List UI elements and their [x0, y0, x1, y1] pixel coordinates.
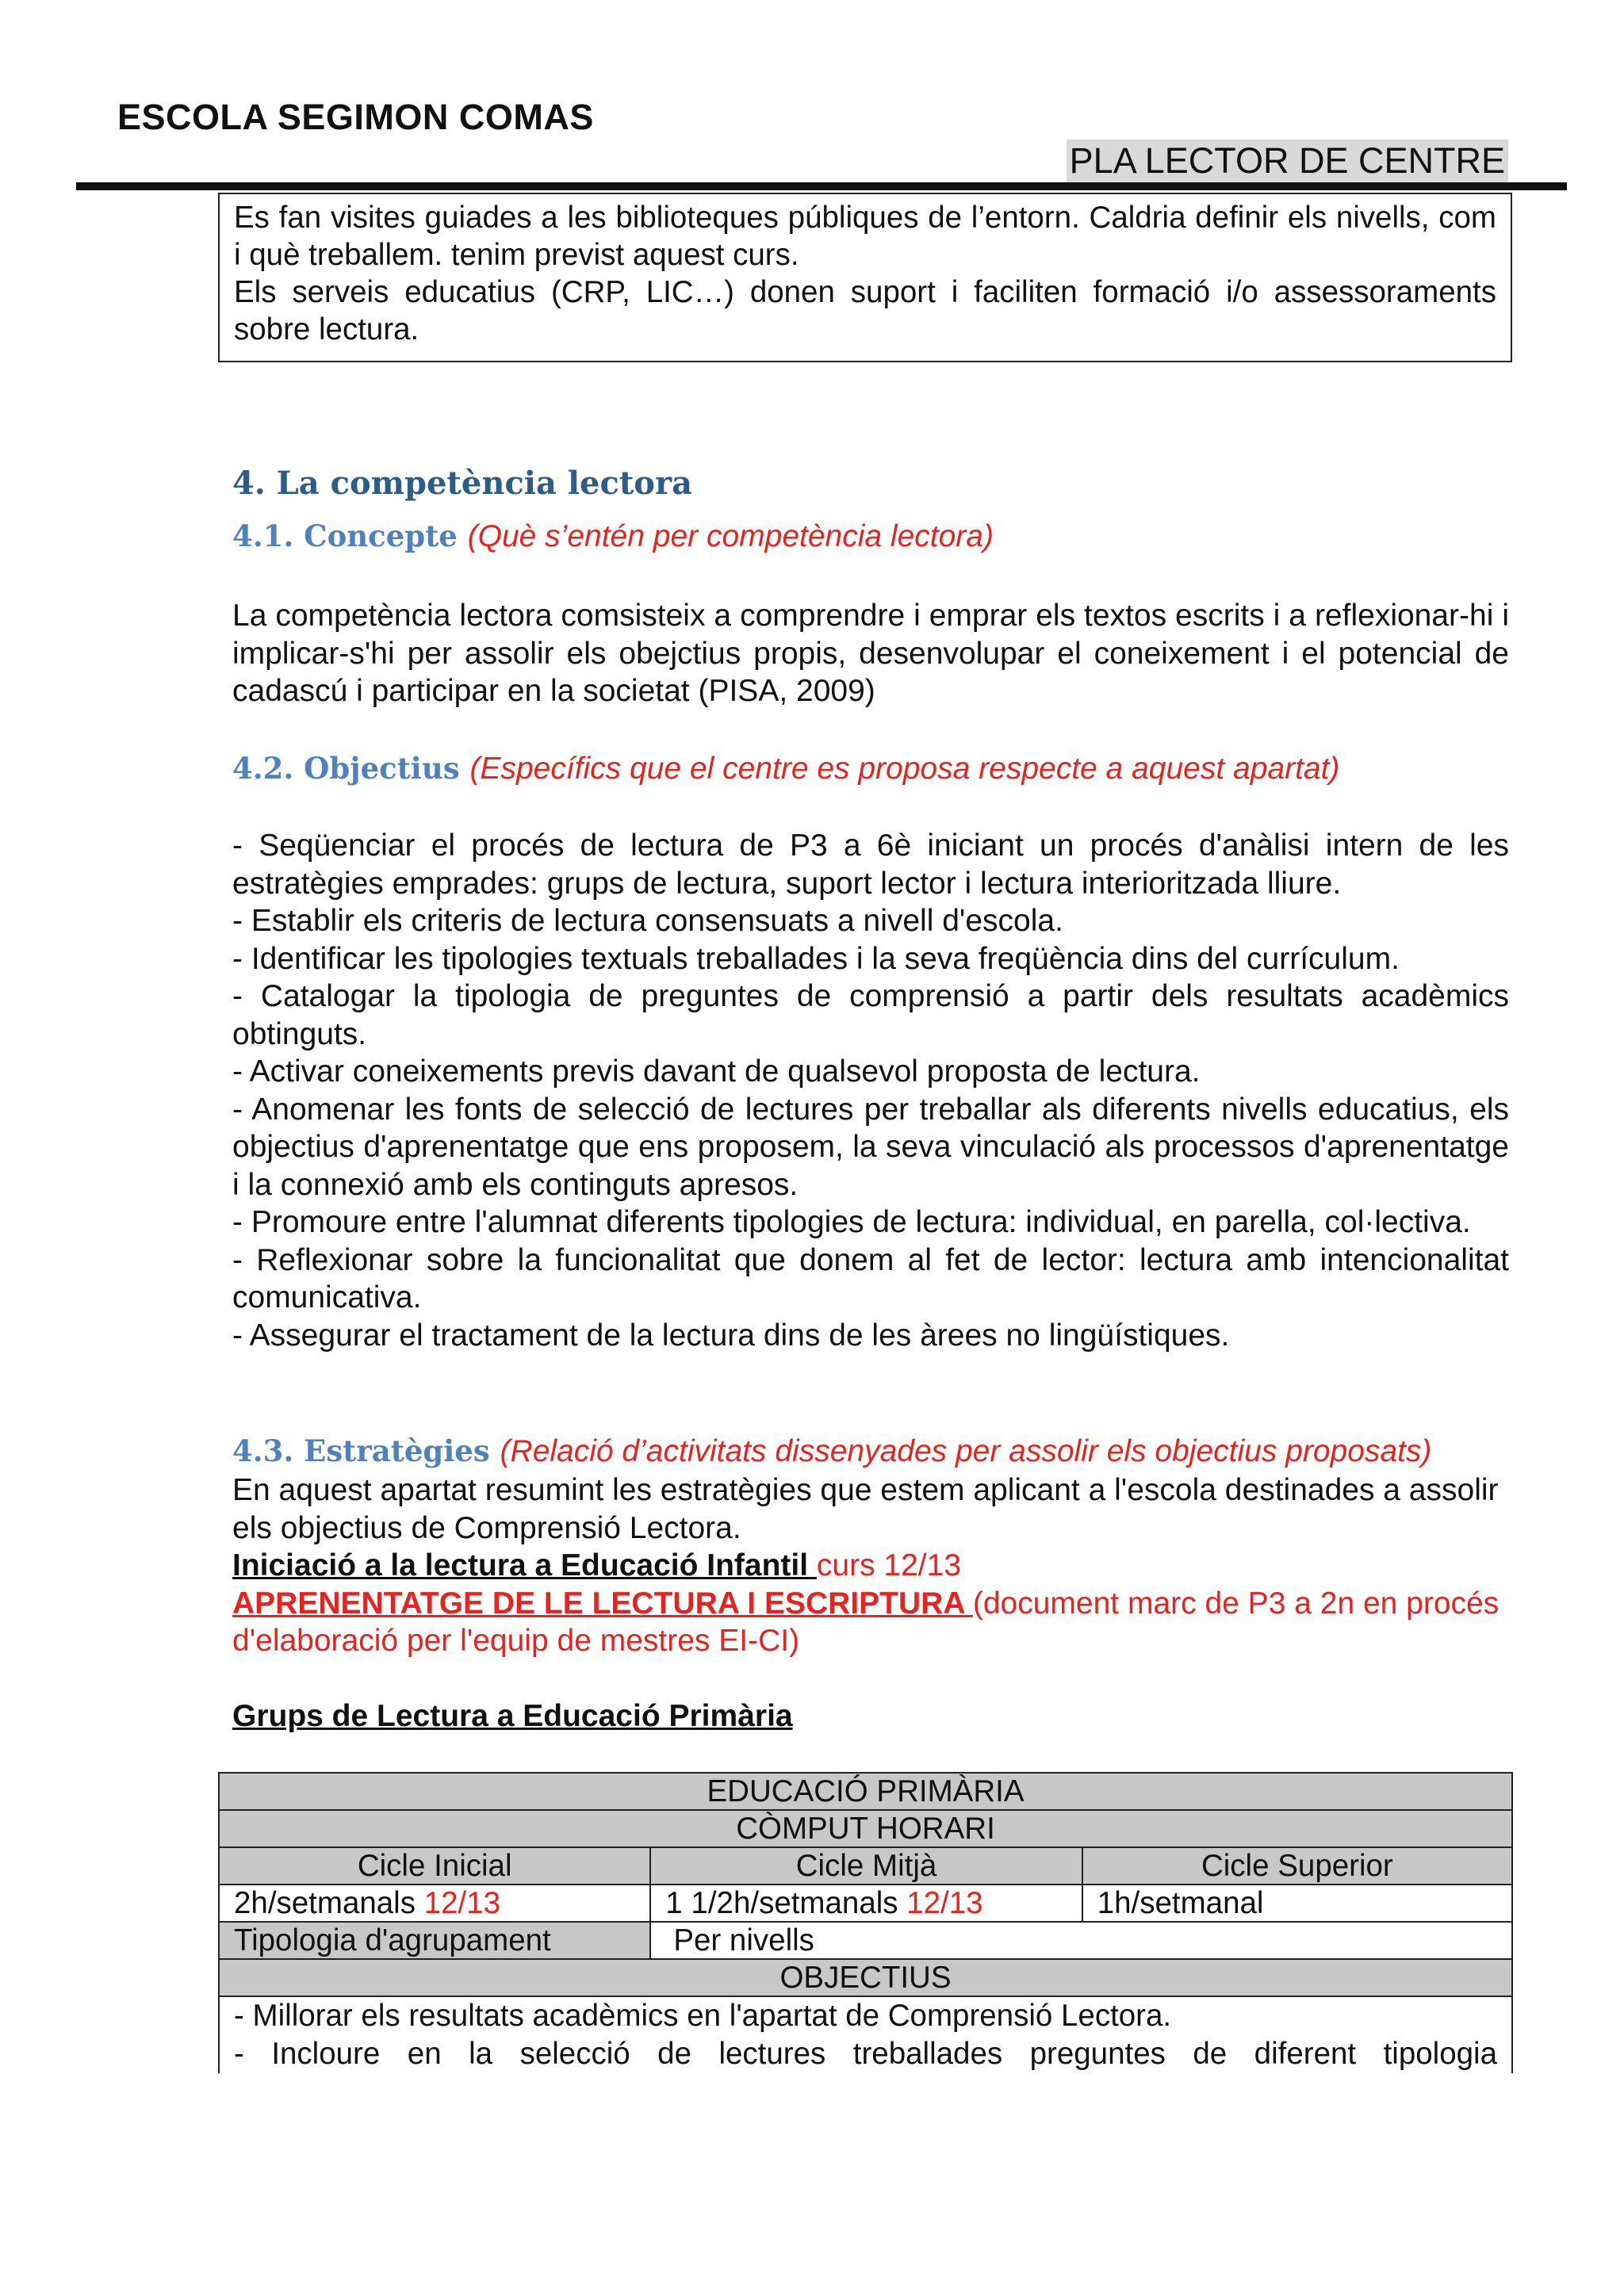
hours-value: 1 1/2h/setmanals [665, 1886, 907, 1920]
objective-item: - Reflexionar sobre la funcionalitat que donem al fet de lector: lectura amb intencionalitat comunicativa. [232, 1242, 1509, 1314]
section-42-subtitle: (Específics que el centre es proposa respecte a aquest apartat) [469, 752, 1340, 786]
infantil-line [232, 1547, 1509, 1585]
table-title: EDUCACIÓ PRIMÀRIA [219, 1773, 1512, 1810]
objective-item: - Catalogar la tipologia de preguntes de comprensió a partir dels resultats acadèmics obtinguts. [232, 979, 1509, 1051]
objectives-list [232, 827, 1509, 1354]
primary-education-table [218, 1772, 1513, 2073]
section-43-body [232, 1471, 1509, 1735]
plan-title: PLA LECTOR DE CENTRE [1067, 140, 1508, 182]
aprenentatge-label: APRENENTATGE DE LE LECTURA I ESCRIPTURA [232, 1586, 973, 1621]
cycle-header: Cicle Inicial [219, 1847, 650, 1885]
section-4-title: 4. La competència lectora [232, 465, 692, 502]
cycle-header: Cicle Mitjà [650, 1847, 1082, 1885]
table-objective-item: - Millorar els resultats acadèmics en l'apartat de Comprensió Lectora. [234, 1999, 1172, 2033]
section-41-subtitle: (Què s’entén per competència lectora) [467, 519, 994, 553]
section-42-heading [232, 751, 1339, 786]
hours-cell [219, 1885, 650, 1922]
table-objective-item: - Incloure en la selecció de lectures treballades preguntes de diferent tipologia [234, 2037, 1497, 2071]
section-43-title: 4.3. Estratègies [232, 1433, 490, 1468]
hours-value: 1h/setmanal [1097, 1886, 1264, 1920]
intro-line-1: Es fan visites guiades a les biblioteques públiques de l’entorn. Caldria definir els nivells, com i què treballem. tenim previst aquest curs. [234, 201, 1496, 272]
objective-item: - Identificar les tipologies textuals treballades i la seva freqüència dins del currículum. [232, 941, 1400, 976]
section-41-text-block [232, 597, 1509, 710]
objective-item: - Establir els criteris de lectura consensuats a nivell d'escola. [232, 904, 1063, 938]
hours-cell [650, 1885, 1082, 1922]
infantil-label: Iniciació a la lectura a Educació Infantil [232, 1548, 817, 1582]
table-subtitle: CÒMPUT HORARI [219, 1810, 1512, 1847]
aprenentatge-note: (document marc de P3 a 2n en procés d'elaboració per l'equip de mestres EI-CI) [232, 1586, 1500, 1658]
section-41-text: La competència lectora comsisteix a comprendre i emprar els textos escrits i a reflexionar-hi i implicar-s'hi per assolir els obejctius propis, desenvolupar el coneixement i el potencial de cadascú i participar en la societat (PISA, 2009) [232, 599, 1509, 708]
objective-item: - Anomenar les fonts de selecció de lectures per treballar als diferents nivells educatius, els objectius d'aprenentatge que ens proposem, la seva vinculació als processos d'aprenentatge i la connexió amb els continguts apresos. [232, 1092, 1509, 1202]
infantil-course: curs 12/13 [816, 1548, 962, 1582]
grouping-label: Tipologia d'agrupament [219, 1922, 650, 1959]
section-43-intro: En aquest apartat resumint les estratègies que estem aplicant a l'escola destinades a assolir els objectius de Comprensió Lectora. [232, 1473, 1499, 1545]
objective-item: - Promoure entre l'alumnat diferents tipologies de lectura: individual, en parella, col·lectiva. [232, 1205, 1471, 1239]
section-42-title: 4.2. Objectius [232, 751, 460, 786]
objective-item: - Activar coneixements previs davant de qualsevol proposta de lectura. [232, 1054, 1201, 1089]
school-name: ESCOLA SEGIMON COMAS [117, 97, 594, 137]
section-41-heading [232, 519, 994, 554]
section-43-subtitle: (Relació d’activitats dissenyades per assolir els objectius proposats) [500, 1434, 1432, 1468]
objective-item: - Seqüenciar el procés de lectura de P3 a 6è iniciant un procés d'anàlisi intern de les estratègies emprades: grups de lectura, suport lector i lectura interioritzada lliure. [232, 828, 1509, 901]
aprenentatge-line [232, 1585, 1509, 1660]
hours-value: 2h/setmanals [234, 1886, 424, 1920]
groups-title: Grups de Lectura a Educació Primària [232, 1698, 793, 1733]
objectives-title: OBJECTIUS [219, 1959, 1512, 1996]
section-43-heading [232, 1433, 1431, 1469]
intro-line-2: Els serveis educatius (CRP, LIC…) donen suport i faciliten formació i/o assessoraments sobre lectura. [234, 275, 1496, 346]
intro-box [218, 193, 1512, 362]
hours-course: 12/13 [906, 1886, 983, 1920]
section-41-title: 4.1. Concepte [232, 519, 458, 553]
hours-course: 12/13 [423, 1886, 501, 1920]
grouping-value: Per nivells [650, 1922, 1512, 1959]
objective-item: - Assegurar el tractament de la lectura dins de les àrees no lingüístiques. [232, 1318, 1230, 1353]
cycle-header: Cicle Superior [1082, 1847, 1512, 1885]
table-objectives [219, 1996, 1512, 2073]
hours-cell [1082, 1885, 1512, 1922]
header-rule [76, 182, 1567, 190]
